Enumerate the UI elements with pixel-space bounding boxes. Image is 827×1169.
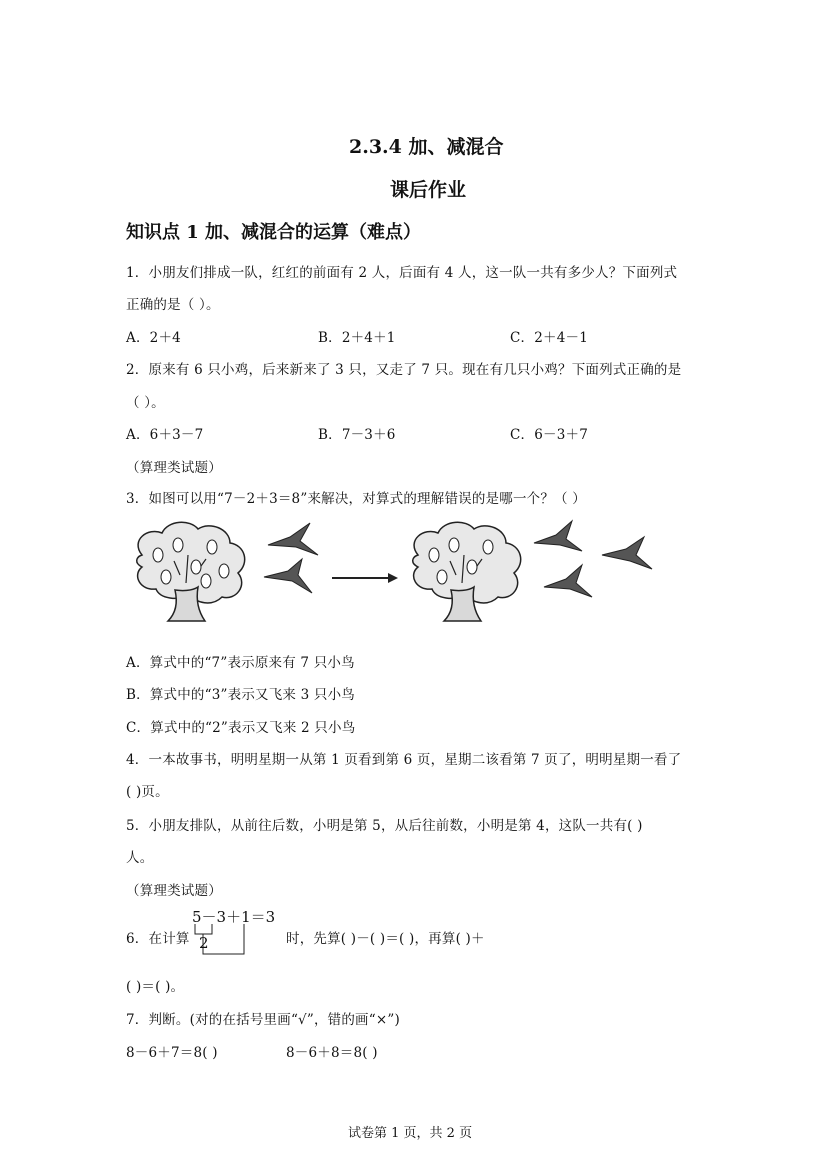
question-2-option-b: B．7－3＋6 <box>318 427 396 443</box>
arrow-right-icon <box>332 573 398 583</box>
question-2-option-c: C．6－3＋7 <box>510 427 588 443</box>
bird-icon <box>264 523 318 593</box>
question-3-option-a: A．算式中的“7”表示原来有 7 只小鸟 <box>126 655 355 671</box>
question-6-line1-rest: 时，先算( )－( )＝( )，再算( )＋ <box>286 931 485 947</box>
question-2-line1: 2．原来有 6 只小鸡，后来新来了 3 只，又走了 7 只。现在有几只小鸡？下面列式正确的是 <box>126 362 682 378</box>
tree-left-icon <box>137 522 245 621</box>
question-1-line1: 1．小朋友们排成一队，红红的前面有 2 人，后面有 4 人，这一队一共有多少人？下面列式 <box>126 265 678 281</box>
question-4-line2: ( )页。 <box>126 784 169 800</box>
page-title: 2.3.4 加、减混合 <box>349 136 504 158</box>
question-1-option-c: C．2＋4－1 <box>510 330 588 346</box>
question-6-prefix: 6．在计算 <box>126 931 190 947</box>
tree-birds-illustration <box>0 515 827 645</box>
question-6-intermediate: 2 <box>199 934 209 952</box>
question-1-line2: 正确的是（ ）。 <box>126 297 220 313</box>
question-7-item-2: 8－6＋8＝8( ) <box>286 1045 378 1061</box>
question-3-line1: 3．如图可以用“7－2＋3＝8”来解决，对算式的理解错误的是哪一个？（ ） <box>126 491 586 507</box>
section-heading: 知识点 1 加、减混合的运算（难点） <box>126 222 422 243</box>
question-5-line1: 5．小朋友排队，从前往后数，小明是第 5，从后往前数，小明是第 4，这队一共有( ) <box>126 818 643 834</box>
bird-icon <box>534 521 652 597</box>
question-6-expression: 5－3＋1＝3 <box>192 908 276 926</box>
category-label: （算理类试题） <box>126 883 222 899</box>
question-7-item-1: 8－6＋7＝8( ) <box>126 1045 218 1061</box>
question-1-option-b: B．2＋4＋1 <box>318 330 396 346</box>
question-3-option-b: B．算式中的“3”表示又飞来 3 只小鸟 <box>126 687 355 703</box>
category-label: （算理类试题） <box>126 460 222 476</box>
question-7-line1: 7．判断。(对的在括号里画“√”，错的画“×”) <box>126 1012 400 1028</box>
question-4-line1: 4．一本故事书，明明星期一从第 1 页看到第 6 页，星期二该看第 7 页了，明明星期一看了 <box>126 752 682 768</box>
question-1-option-a: A．2＋4 <box>126 330 181 346</box>
question-6-line2: ( )＝( )。 <box>126 979 185 995</box>
tree-right-icon <box>413 522 521 621</box>
question-5-line2: 人。 <box>126 850 154 866</box>
question-2-line2: （ ）。 <box>126 395 165 411</box>
page-footer: 试卷第 1 页，共 2 页 <box>348 1126 473 1141</box>
page-subtitle: 课后作业 <box>390 179 467 201</box>
question-3-option-c: C．算式中的“2”表示又飞来 2 只小鸟 <box>126 720 356 736</box>
question-2-option-a: A．6＋3－7 <box>126 427 204 443</box>
